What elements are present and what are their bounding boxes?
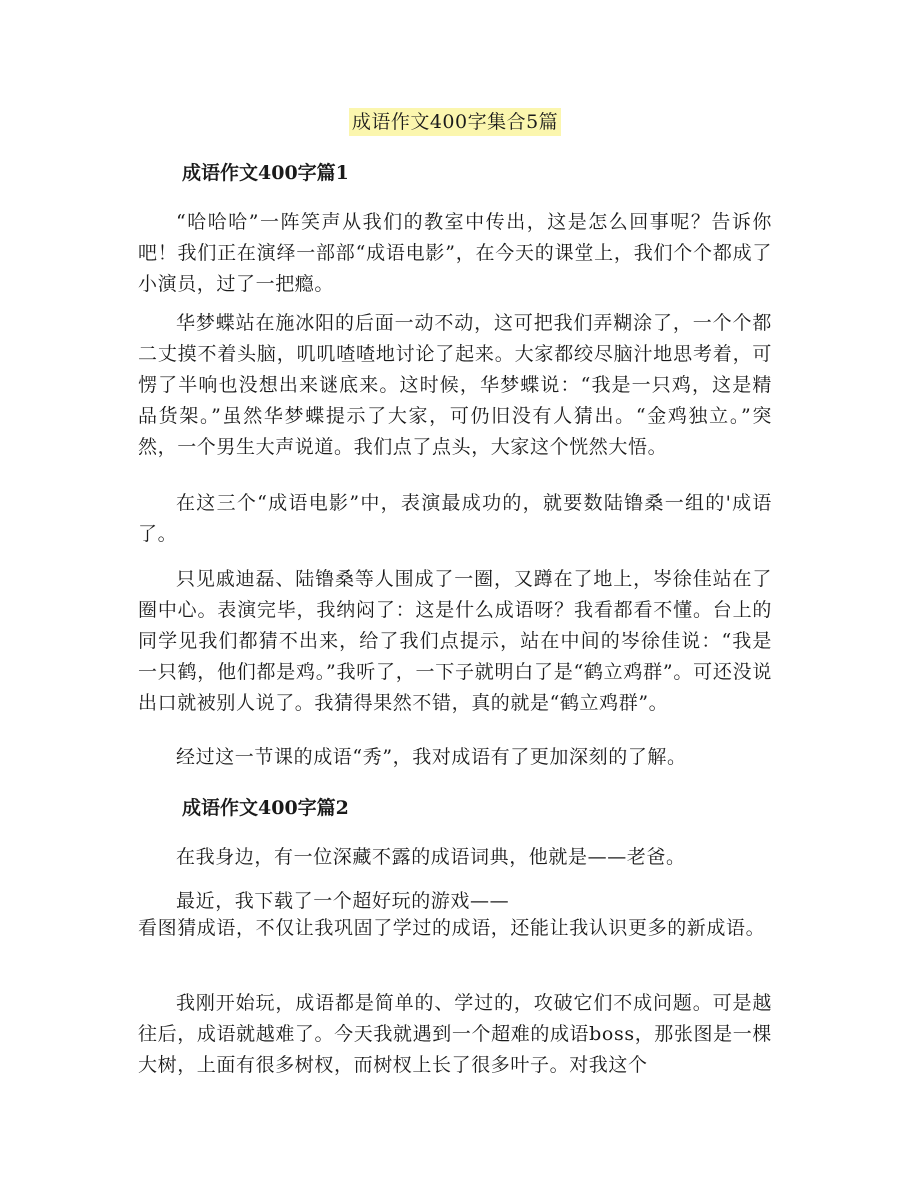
paragraph: 经过这一节课的成语“秀”，我对成语有了更加深刻的了解。 [176, 746, 687, 768]
paragraph: 我刚开始玩，成语都是简单的、学过的，攻破它们不成问题。可是越往后，成语就越难了。今天我就遇到一个超难的成语boss，那张图是一棵大树，上面有很多树杈，而树杈上长了很多叶子。对我这个 [138, 992, 772, 1076]
document-title-wrap [138, 108, 772, 136]
paragraph: 在我身边，有一位深藏不露的成语词典，他就是——老爸。 [176, 846, 686, 868]
paragraph: 只见戚迪磊、陆镥桑等人围成了一圈，又蹲在了地上，岑徐佳站在了圈中心。表演完毕，我纳闷了：这是什么成语呀？我看都看不懂。台上的同学见我们都猜不出来，给了我们点提示，站在中间的岑徐佳说：“我是一只鹤，他们都是鸡。”我听了，一下子就明白了是“鹤立鸡群”。可还没说出口就被别人说了。我猜得果然不错，真的就是“鹤立鸡群”。 [138, 568, 772, 714]
section-heading-1: 成语作文400字篇1 [182, 162, 349, 184]
paragraph: 华梦蝶站在施冰阳的后面一动不动，这可把我们弄糊涂了，一个个都二丈摸不着头脑，叽叽喳喳地讨论了起来。大家都绞尽脑汁地思考着，可愣了半响也没想出来谜底来。这时候，华梦蝶说：“我是一只鸡，这是精品货架。”虽然华梦蝶提示了大家，可仍旧没有人猜出。“金鸡独立。”突然，一个男生大声说道。我们点了点头，大家这个恍然大悟。 [138, 312, 772, 458]
paragraph-continuation: 看图猜成语，不仅让我巩固了学过的成语，还能让我认识更多的新成语。 [138, 917, 766, 939]
document-title: 成语作文400字集合5篇 [349, 108, 561, 136]
section-heading-2: 成语作文400字篇2 [182, 797, 349, 819]
paragraph: 最近，我下载了一个超好玩的游戏—— [176, 890, 510, 912]
paragraph: 在这三个“成语电影”中，表演最成功的，就要数陆镥桑一组的'成语了。 [138, 492, 772, 545]
paragraph: “哈哈哈”一阵笑声从我们的教室中传出，这是怎么回事呢？告诉你吧！我们正在演绎一部部“成语电影”，在今天的课堂上，我们个个都成了小演员，过了一把瘾。 [138, 211, 772, 295]
